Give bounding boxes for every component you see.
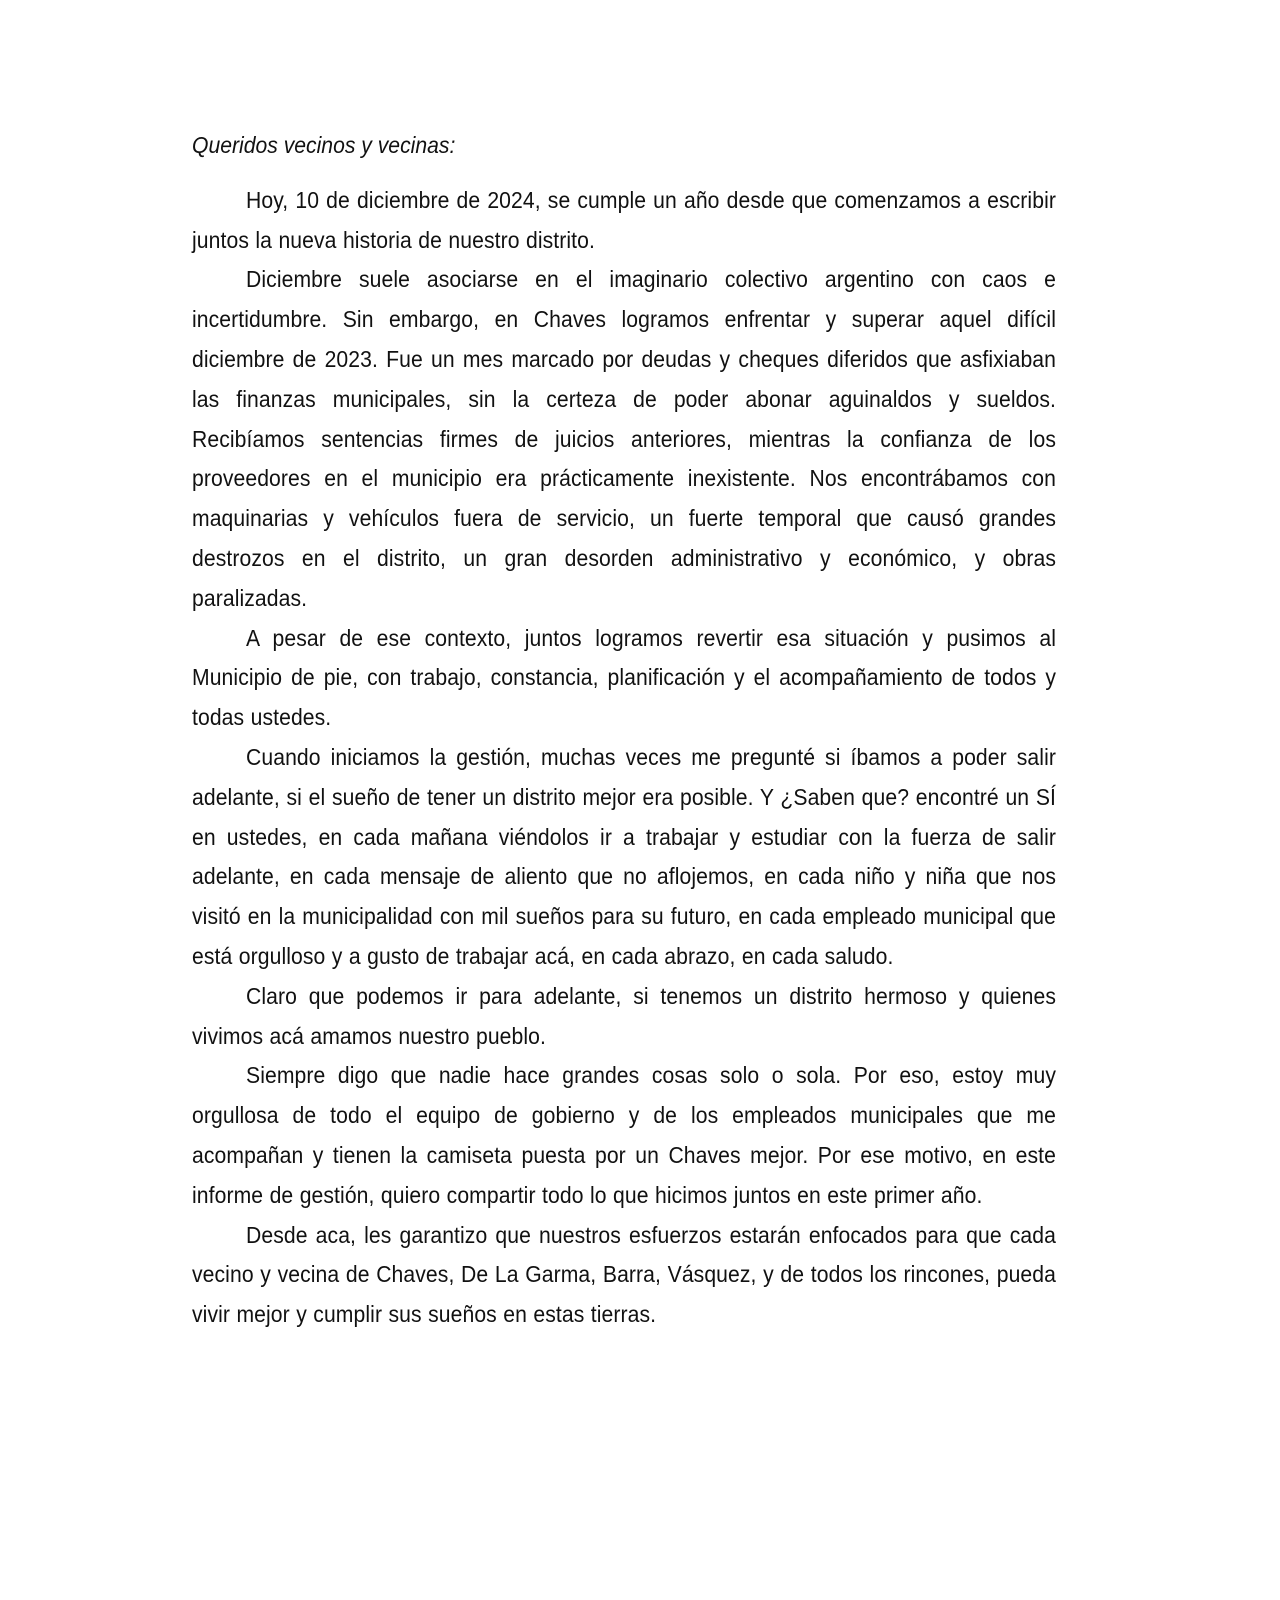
paragraph-anniversary: Hoy, 10 de diciembre de 2024, se cumple un año desde que comenzamos a escribir juntos la nueva historia de nuestro distrito. <box>192 186 1056 253</box>
paragraph-december-context: Diciembre suele asociarse en el imaginario colectivo argentino con caos e incertidumbre. Sin embargo, en Chaves logramos enfrentar y superar aquel difícil diciembre de 2023. Fue un mes marcado por deudas y cheques diferidos que asfixiaban las finanzas municipales, sin la certeza de poder abonar aguinaldos y sueldos. Recibíamos sentencias firmes de juicios anteriores, mientras la confianza de los proveedores en el municipio era prácticamente inexistente. Nos encontrábamos con maquinarias y vehículos fuera de servicio, un fuerte temporal que causó grandes destrozos en el distrito, un gran desorden administrativo y económico, y obras paralizadas. <box>192 266 1056 611</box>
paragraph-commitment: Desde aca, les garantizo que nuestros esfuerzos estarán enfocados para que cada vecino y vecina de Chaves, De La Garma, Barra, Vásquez, y de todos los rincones, pueda vivir mejor y cumplir sus sueños en estas tierras. <box>192 1221 1056 1328</box>
document-page <box>192 126 1056 1335</box>
salutation: Queridos vecinos y vecinas: <box>192 132 456 158</box>
paragraph-reflection: Cuando iniciamos la gestión, muchas veces me pregunté si íbamos a poder salir adelante, si el sueño de tener un distrito mejor era posible. Y ¿Saben que? encontré un SÍ en ustedes, en cada mañana viéndolos ir a trabajar y estudiar con la fuerza de salir adelante, en cada mensaje de aliento que no aflojemos, en cada niño y niña que nos visitó en la municipalidad con mil sueños para su futuro, en cada empleado municipal que está orgulloso y a gusto de trabajar acá, en cada abrazo, en cada saludo. <box>192 743 1056 969</box>
paragraph-optimism: Claro que podemos ir para adelante, si tenemos un distrito hermoso y quienes vivimos acá amamos nuestro pueblo. <box>192 982 1056 1049</box>
letter-body <box>192 126 1056 1335</box>
paragraph-recovery: A pesar de ese contexto, juntos logramos revertir esa situación y pusimos al Municipio de pie, con trabajo, constancia, planificación y el acompañamiento de todos y todas ustedes. <box>192 624 1056 731</box>
paragraph-team-gratitude: Siempre digo que nadie hace grandes cosas solo o sola. Por eso, estoy muy orgullosa de todo el equipo de gobierno y de los empleados municipales que me acompañan y tienen la camiseta puesta por un Chaves mejor. Por ese motivo, en este informe de gestión, quiero compartir todo lo que hicimos juntos en este primer año. <box>192 1062 1056 1208</box>
